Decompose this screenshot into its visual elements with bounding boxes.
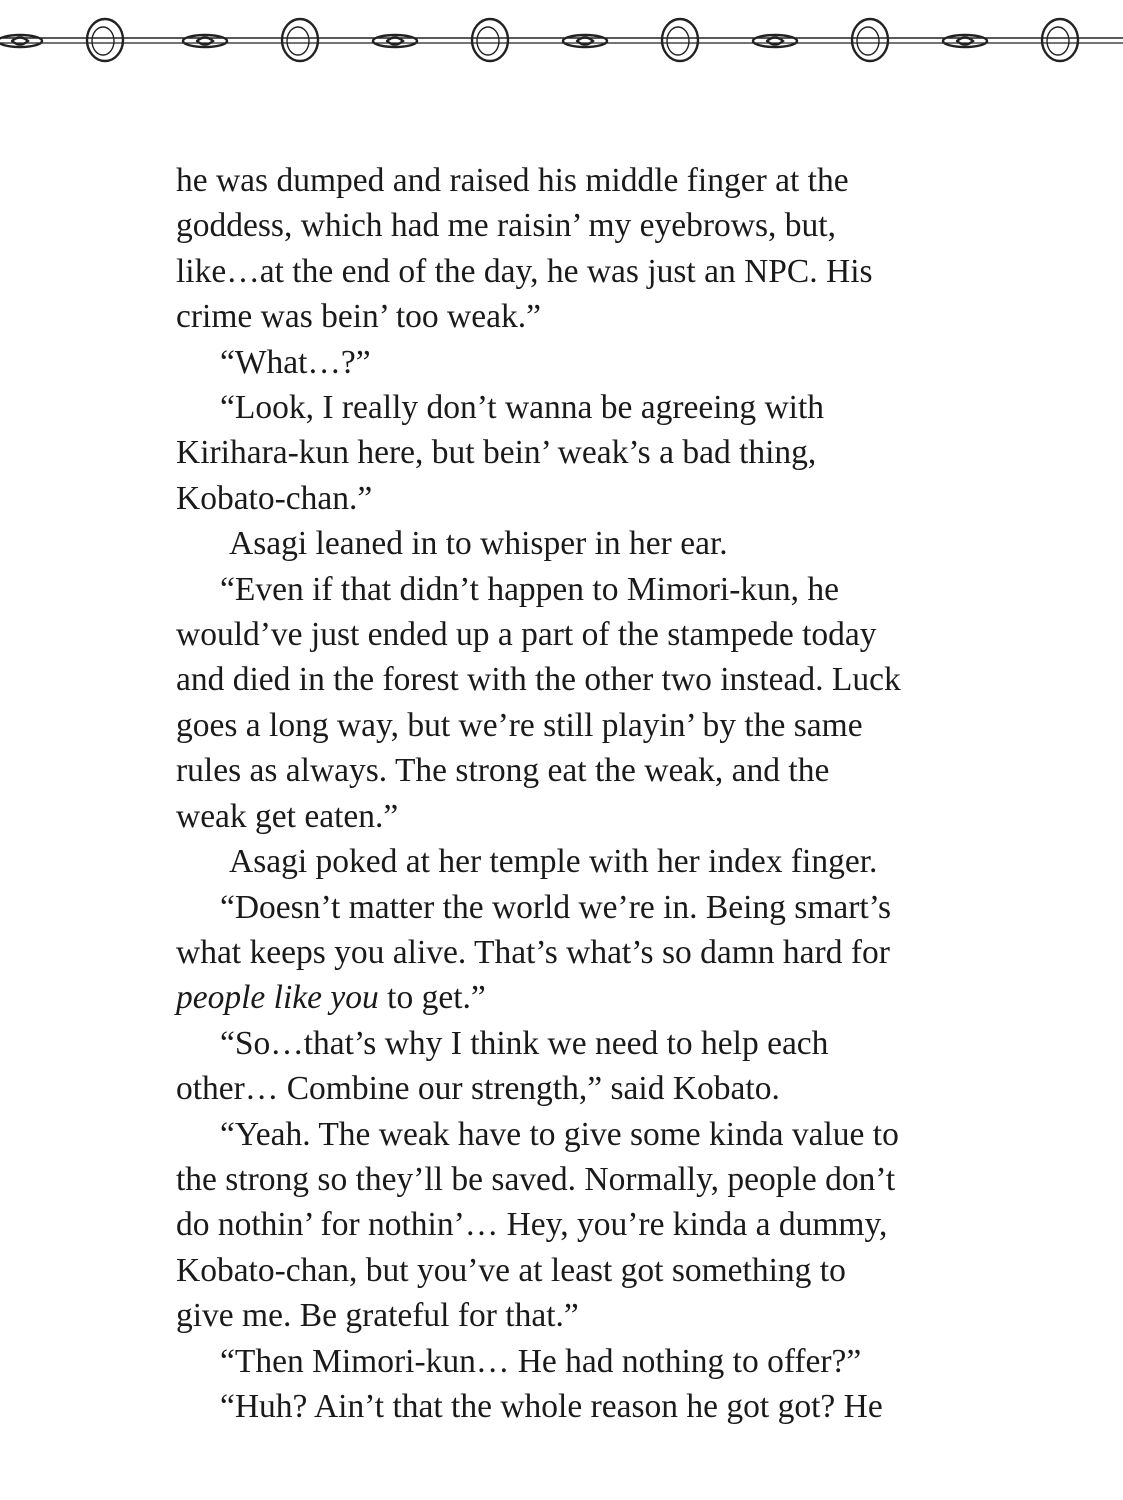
paragraph xyxy=(176,1339,1006,1384)
chain-border xyxy=(0,0,1123,80)
paragraph xyxy=(176,1112,1006,1339)
paragraph xyxy=(176,839,1006,884)
chain-link-twist xyxy=(12,38,28,45)
emphasized-text: people like you xyxy=(176,979,379,1017)
text-line: other… Combine our strength,” said Kobato. xyxy=(176,1070,780,1108)
chain-ring-inner xyxy=(667,27,689,55)
text-line: would’ve just ended up a part of the stampede today xyxy=(176,616,877,654)
text-line: “Huh? Ain’t that the whole reason he got got? He xyxy=(220,1387,883,1425)
text-line: Asagi poked at her temple with her index finger. xyxy=(229,843,878,881)
text-line: he was dumped and raised his middle finger at the xyxy=(176,162,849,199)
chain-link-twist xyxy=(767,38,783,45)
text-line: like…at the end of the day, he was just an NPC. His xyxy=(176,252,873,290)
text-line: do nothin’ for nothin’… Hey, you’re kinda a dummy, xyxy=(176,1206,888,1244)
chain-link-twist xyxy=(387,38,403,45)
text-line xyxy=(176,975,1006,1020)
chain-link-twist xyxy=(197,38,213,45)
text-line: what keeps you alive. That’s what’s so damn hard for xyxy=(176,933,890,971)
paragraph xyxy=(176,1021,1006,1112)
text-line: “Yeah. The weak have to give some kinda value to xyxy=(220,1115,899,1153)
text-line: “Look, I really don’t wanna be agreeing with xyxy=(220,389,825,427)
paragraph xyxy=(176,567,1006,839)
text-line: rules as always. The strong eat the weak, and the xyxy=(176,752,830,790)
text-line: give me. Be grateful for that.” xyxy=(176,1297,579,1335)
text-line: Asagi leaned in to whisper in her ear. xyxy=(229,525,728,563)
paragraph xyxy=(176,340,1006,385)
chain-ring-inner xyxy=(857,27,879,55)
chain-link-twist xyxy=(957,38,973,45)
text-line: goes a long way, but we’re still playin’ by the same xyxy=(176,706,863,744)
text-line: “What…?” xyxy=(220,343,371,381)
chain-ring-inner xyxy=(477,27,499,55)
paragraph xyxy=(176,1384,1006,1429)
chain-link-twist xyxy=(577,38,593,45)
text-line: Kobato-chan.” xyxy=(176,479,373,517)
paragraph xyxy=(176,885,1006,1021)
paragraph xyxy=(176,521,1006,566)
text-line: “So…that’s why I think we need to help each xyxy=(220,1024,829,1062)
text-line: and died in the forest with the other two instead. Luck xyxy=(176,661,901,699)
chain-ring-inner xyxy=(92,27,114,55)
text-line: goddess, which had me raisin’ my eyebrows, but, xyxy=(176,207,836,245)
text-line: “Then Mimori-kun… He had nothing to offer?” xyxy=(220,1342,862,1380)
chain-ring-inner xyxy=(287,27,309,55)
paragraph xyxy=(176,385,1006,521)
paragraph xyxy=(176,158,1006,340)
text-line: Kirihara-kun here, but bein’ weak’s a bad thing, xyxy=(176,434,817,472)
text-fragment: to get.” xyxy=(378,979,486,1017)
text-line: “Even if that didn’t happen to Mimori-kun, he xyxy=(220,570,839,608)
text-line: weak get eaten.” xyxy=(176,797,399,835)
page-text xyxy=(176,158,1006,1429)
chain-ring-inner xyxy=(1047,27,1069,55)
text-line: Kobato-chan, but you’ve at least got something to xyxy=(176,1251,846,1289)
text-line: the strong so they’ll be saved. Normally, people don’t xyxy=(176,1160,896,1198)
text-line: “Doesn’t matter the world we’re in. Being smart’s xyxy=(220,888,892,926)
text-line: crime was bein’ too weak.” xyxy=(176,298,541,336)
